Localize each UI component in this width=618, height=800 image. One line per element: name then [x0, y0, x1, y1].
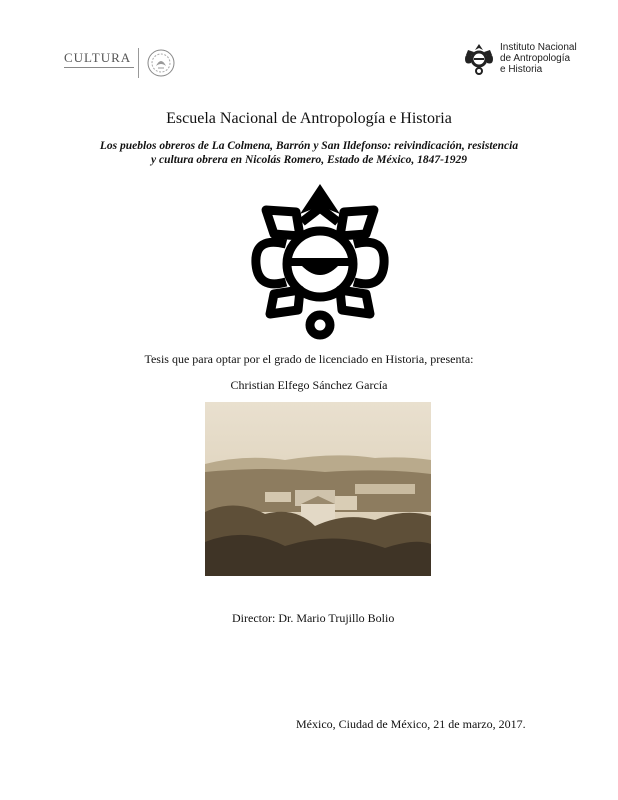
thesis-title-line: y cultura obrera en Nicolás Romero, Estado de México, 1847-1929	[151, 154, 467, 166]
author-name: Christian Elfego Sánchez García	[230, 378, 388, 392]
inah-line: de Antropología	[500, 53, 571, 64]
cultura-logo-rule	[64, 67, 134, 70]
thesis-title-line: Los pueblos obreros de La Colmena, Barrón y San Ildefonso: reivindicación, resistencia	[99, 140, 519, 152]
historic-photo	[205, 402, 431, 576]
inah-logo-icon	[462, 42, 496, 76]
inah-line: e Historia	[500, 64, 543, 75]
cultura-logo-text: CULTURA	[64, 50, 132, 65]
place-date: México, Ciudad de México, 21 de marzo, 2017.	[296, 717, 526, 731]
mexico-seal-icon	[146, 48, 176, 78]
inah-logo-text	[500, 42, 600, 75]
inah-line: Instituto Nacional	[500, 42, 577, 53]
degree-statement: Tesis que para optar por el grado de licenciado en Historia, presenta:	[144, 352, 474, 366]
thesis-title	[74, 139, 544, 167]
logo-divider	[138, 48, 139, 78]
enah-emblem-icon	[244, 178, 396, 340]
director-line: Director: Dr. Mario Trujillo Bolio	[232, 611, 395, 625]
school-name: Escuela Nacional de Antropología e Historia	[166, 110, 452, 127]
cultura-logo	[64, 48, 178, 78]
